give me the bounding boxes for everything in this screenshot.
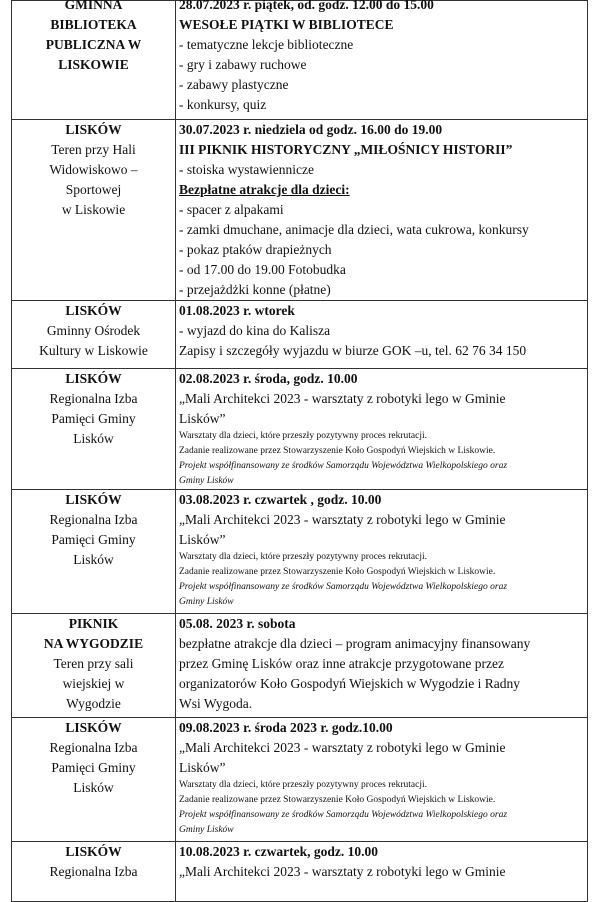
event-item: Zapisy i szczegóły wyjazdu w biurze GOK –u, tel. 62 76 34 150 xyxy=(179,343,527,358)
location-line: Regionalna Izba xyxy=(49,864,138,879)
event-title: „Mali Architekci 2023 - warsztaty z robotyki lego w Gminie xyxy=(179,512,506,527)
event-item: - stoiska wystawiennicze xyxy=(179,162,314,177)
location-line: Lisków xyxy=(73,431,114,446)
location-line: Regionalna Izba xyxy=(49,512,138,527)
location-line: Regionalna Izba xyxy=(49,391,138,406)
event-item: bezpłatne atrakcje dla dzieci – program animacyjny finansowany xyxy=(179,636,531,651)
location-line: Widowiskowo – xyxy=(49,162,138,177)
location-name: LISKÓW xyxy=(65,371,122,386)
event-description xyxy=(176,842,588,902)
location-name: LISKÓW xyxy=(65,720,122,735)
location-name: PIKNIK xyxy=(68,616,119,631)
location-name: LISKÓW xyxy=(65,492,122,507)
event-funding-note: Projekt współfinansowany ze środków Samorządu Województwa Wielkopolskiego oraz xyxy=(179,582,508,592)
location-line: w Liskowie xyxy=(61,202,126,217)
event-location xyxy=(12,1,176,120)
event-title: Lisków” xyxy=(179,532,226,547)
location-line: Wygodzie xyxy=(66,696,121,711)
event-row-lego-workshop-2 xyxy=(12,490,588,614)
event-description xyxy=(176,369,588,490)
events-table xyxy=(11,0,588,902)
event-note: Zadanie realizowane przez Stowarzyszenie Koło Gospodyń Wiejskich w Liskowie. xyxy=(179,795,496,805)
event-item: Wsi Wygoda. xyxy=(179,696,253,711)
event-row-library xyxy=(12,1,588,120)
event-item: - spacer z alpakami xyxy=(179,202,284,217)
event-row-wygoda-picnic xyxy=(12,614,588,718)
event-item: - tematyczne lekcje biblioteczne xyxy=(179,37,354,52)
location-name: LISKÓW xyxy=(65,303,122,318)
event-description xyxy=(176,718,588,842)
event-title: „Mali Architekci 2023 - warsztaty z robotyki lego w Gminie xyxy=(179,391,506,406)
event-note: Warsztaty dla dzieci, które przeszły pozytywny proces rekrutacji. xyxy=(179,780,427,790)
event-location xyxy=(12,301,176,369)
location-line: Pamięci Gminy xyxy=(51,411,136,426)
event-description xyxy=(176,614,588,718)
event-description xyxy=(176,301,588,369)
event-title: Lisków” xyxy=(179,760,226,775)
event-title: Lisków” xyxy=(179,411,226,426)
event-location xyxy=(12,120,176,301)
event-item: organizatorów Koło Gospodyń Wiejskich w Wygodzie i Radny xyxy=(179,676,520,691)
location-line: wiejskiej w xyxy=(62,676,125,691)
location-line: Sportowej xyxy=(65,182,122,197)
location-line: Lisków xyxy=(73,552,114,567)
event-row-lego-workshop-3 xyxy=(12,718,588,842)
event-item: - pokaz ptaków drapieżnych xyxy=(179,242,332,257)
location-line: Gminny Ośrodek xyxy=(46,323,141,338)
event-title: III PIKNIK HISTORYCZNY „MIŁOŚNICY HISTORII” xyxy=(179,142,513,157)
event-title: „Mali Architekci 2023 - warsztaty z robotyki lego w Gminie xyxy=(179,740,506,755)
event-funding-note: Projekt współfinansowany ze środków Samorządu Województwa Wielkopolskiego oraz xyxy=(179,810,508,820)
event-funding-note: Gminy Lisków xyxy=(179,597,234,607)
location-line: GMINNA xyxy=(64,0,123,12)
event-row-lego-workshop-1 xyxy=(12,369,588,490)
event-row-historical-picnic xyxy=(12,120,588,301)
event-date: 30.07.2023 r. niedziela od godz. 16.00 do 19.00 xyxy=(179,122,443,137)
location-line: Regionalna Izba xyxy=(49,740,138,755)
location-name: LISKÓW xyxy=(65,844,122,859)
event-location xyxy=(12,614,176,718)
event-note: Zadanie realizowane przez Stowarzyszenie Koło Gospodyń Wiejskich w Liskowie. xyxy=(179,567,496,577)
event-date: 02.08.2023 r. środa, godz. 10.00 xyxy=(179,371,358,386)
event-note: Warsztaty dla dzieci, które przeszły pozytywny proces rekrutacji. xyxy=(179,552,427,562)
location-line: Lisków xyxy=(73,780,114,795)
event-date: 28.07.2023 r. piątek, od. godz. 12.00 do 15.00 xyxy=(179,0,434,12)
location-line: PUBLICZNA W xyxy=(45,37,142,52)
location-line: BIBLIOTEKA xyxy=(50,17,137,32)
event-row-cinema-trip xyxy=(12,301,588,369)
event-date: 03.08.2023 r. czwartek , godz. 10.00 xyxy=(179,492,382,507)
event-note: Warsztaty dla dzieci, które przeszły pozytywny proces rekrutacji. xyxy=(179,431,427,441)
event-subheading: Bezpłatne atrakcje dla dzieci: xyxy=(179,182,350,197)
location-name: LISKÓW xyxy=(65,122,122,137)
event-item: - wyjazd do kina do Kalisza xyxy=(179,323,331,338)
event-funding-note: Projekt współfinansowany ze środków Samorządu Województwa Wielkopolskiego oraz xyxy=(179,461,508,471)
event-location xyxy=(12,369,176,490)
event-description xyxy=(176,1,588,120)
event-location xyxy=(12,718,176,842)
event-funding-note: Gminy Lisków xyxy=(179,476,234,486)
event-location xyxy=(12,842,176,902)
event-location xyxy=(12,490,176,614)
event-description xyxy=(176,120,588,301)
event-description xyxy=(176,490,588,614)
location-line: Pamięci Gminy xyxy=(51,760,136,775)
event-item: - gry i zabawy ruchowe xyxy=(179,57,307,72)
event-note: Zadanie realizowane przez Stowarzyszenie Koło Gospodyń Wiejskich w Liskowie. xyxy=(179,446,496,456)
event-date: 01.08.2023 r. wtorek xyxy=(179,303,295,318)
location-line: Teren przy Hali xyxy=(51,142,136,157)
event-item: przez Gminę Lisków oraz inne atrakcje przygotowane przez xyxy=(179,656,504,671)
event-item: - przejażdżki konne (płatne) xyxy=(179,282,331,297)
event-item: - zamki dmuchane, animacje dla dzieci, wata cukrowa, konkursy xyxy=(179,222,529,237)
event-date: 09.08.2023 r. środa 2023 r. godz.10.00 xyxy=(179,720,393,735)
location-line: Kultury w Liskowie xyxy=(39,343,148,358)
event-item: - zabawy plastyczne xyxy=(179,77,289,92)
location-line: LISKOWIE xyxy=(58,57,129,72)
event-item: - od 17.00 do 19.00 Fotobudka xyxy=(179,262,346,277)
event-title: „Mali Architekci 2023 - warsztaty z robotyki lego w Gminie xyxy=(179,864,506,879)
event-item: - konkursy, quiz xyxy=(179,97,267,112)
event-row-lego-workshop-4 xyxy=(12,842,588,902)
location-line: Pamięci Gminy xyxy=(51,532,136,547)
event-date: 10.08.2023 r. czwartek, godz. 10.00 xyxy=(179,844,378,859)
event-funding-note: Gminy Lisków xyxy=(179,825,234,835)
event-title: WESOŁE PIĄTKI W BIBLIOTECE xyxy=(179,17,394,32)
location-name: NA WYGODZIE xyxy=(43,636,144,651)
event-date: 05.08. 2023 r. sobota xyxy=(179,616,296,631)
location-line: Teren przy sali xyxy=(53,656,134,671)
